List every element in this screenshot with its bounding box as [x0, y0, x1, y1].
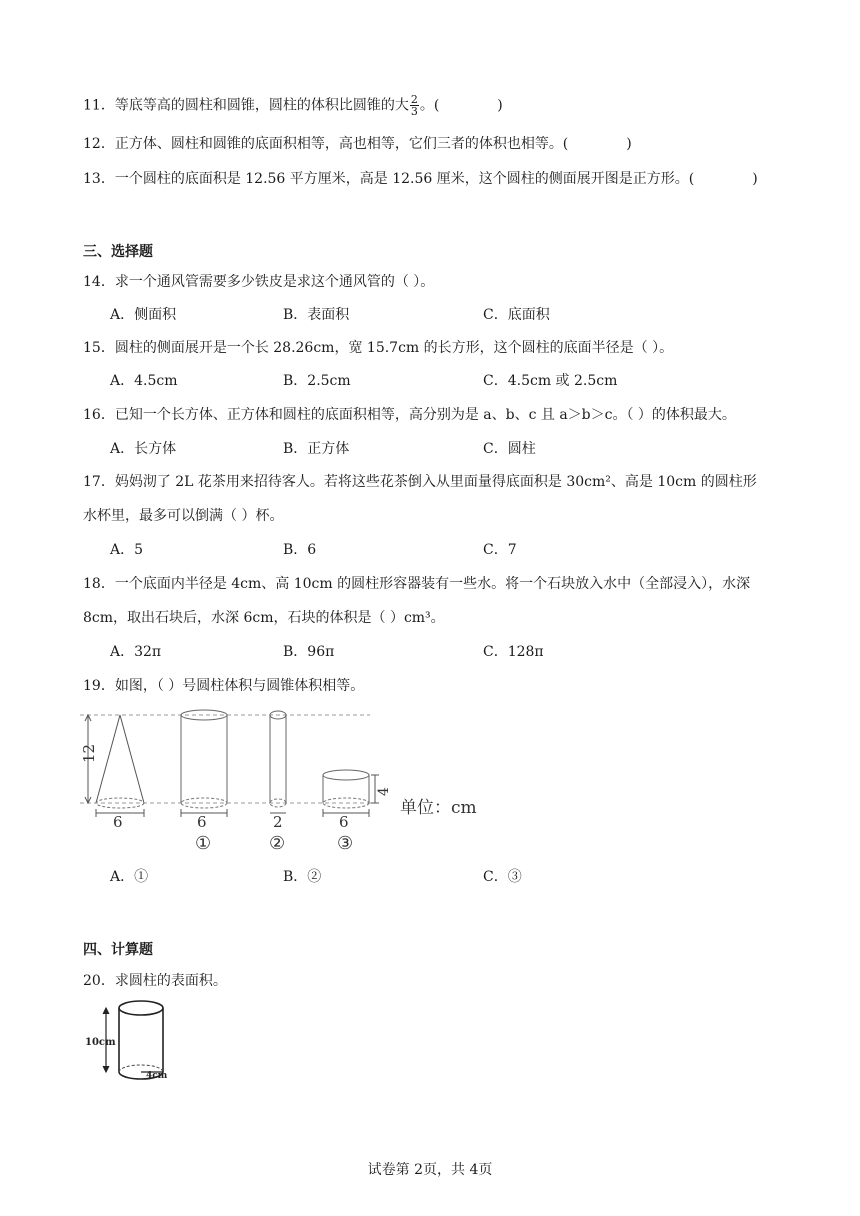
question-13: 13．一个圆柱的底面积是 12.56 平方厘米，高是 12.56 厘米，这个圆柱的侧面展开图是正方形。( )	[83, 171, 758, 187]
q19-option-a[interactable]: A．①	[110, 869, 149, 885]
cylinder-1-number: ①	[195, 833, 212, 854]
radius-label-4cm: 4cm	[146, 1071, 168, 1080]
cone-shape	[96, 715, 144, 817]
q18-option-a[interactable]: A．32π	[110, 644, 162, 660]
section-heading-choice: 三、选择题	[83, 244, 153, 260]
q14-option-b[interactable]: B．表面积	[283, 307, 350, 323]
question-19: 19．如图，（ ）号圆柱体积与圆锥体积相等。	[83, 678, 365, 694]
q14-option-a[interactable]: A．侧面积	[110, 307, 177, 323]
question-17-line2: 水杯里，最多可以倒满（ ）杯。	[83, 508, 284, 524]
q15-option-b[interactable]: B．2.5cm	[283, 373, 351, 389]
cylinder-3-shape	[323, 770, 379, 817]
q18-option-c[interactable]: C．128π	[483, 644, 544, 660]
question-15: 15．圆柱的侧面展开是一个长 28.26cm，宽 15.7cm 的长方形，这个圆柱的底面半径是（ ）。	[83, 340, 674, 356]
unit-label: 单位：cm	[400, 798, 477, 818]
page-footer: 试卷第 2页，共 4页	[367, 1162, 493, 1178]
q15-option-a[interactable]: A．4.5cm	[110, 373, 178, 389]
q11-text: 11．等底等高的圆柱和圆锥，圆柱的体积比圆锥的大	[83, 97, 409, 114]
height-label-10cm: 10cm	[85, 1037, 116, 1048]
q17-option-c[interactable]: C．7	[483, 542, 517, 558]
fraction-two-thirds: $\frac{2}{3}$	[410, 93, 418, 118]
question-14: 14．求一个通风管需要多少铁皮是求这个通风管的（ ）。	[83, 274, 435, 290]
cylinder-1-shape	[181, 710, 227, 817]
height-label-12: 12	[80, 743, 98, 763]
q19-option-b[interactable]: B．②	[283, 869, 322, 885]
q16-option-b[interactable]: B．正方体	[283, 441, 350, 457]
question-20: 20．求圆柱的表面积。	[83, 973, 227, 989]
q17-option-a[interactable]: A．5	[110, 542, 144, 558]
question-18-line1: 18．一个底面内半径是 4cm、高 10cm 的圆柱形容器装有一些水。将一个石块放入水中（全部浸入），水深	[83, 576, 751, 592]
q14-option-c[interactable]: C．底面积	[483, 307, 550, 323]
cylinder-3-base-label: 6	[339, 813, 349, 831]
section-heading-calculation: 四、计算题	[83, 942, 153, 958]
cylinder-2-number: ②	[269, 833, 286, 854]
question-17-line1: 17．妈妈沏了 2L 花茶用来招待客人。若将这些花茶倒入从里面量得底面积是 30cm²、高是 10cm 的圆柱形	[83, 474, 757, 490]
cylinder-2-shape	[270, 711, 286, 813]
question-11: 11．等底等高的圆柱和圆锥，圆柱的体积比圆锥的大 $\frac{2}{3}$ 。( )	[83, 93, 503, 118]
cylinder-2-base-label: 2	[273, 813, 283, 831]
q16-option-c[interactable]: C．圆柱	[483, 441, 536, 457]
q18-option-b[interactable]: B．96π	[283, 644, 335, 660]
question-12: 12．正方体、圆柱和圆锥的底面积相等，高也相等，它们三者的体积也相等。( )	[83, 136, 632, 152]
question-18-line2: 8cm，取出石块后，水深 6cm，石块的体积是（ ）cm³。	[83, 610, 445, 626]
cylinder-1-base-label: 6	[197, 813, 207, 831]
q17-option-b[interactable]: B．6	[283, 542, 317, 558]
cone-cylinders-figure	[80, 703, 500, 855]
cone-base-label: 6	[113, 813, 123, 831]
question-16: 16．已知一个长方体、正方体和圆柱的底面积相等，高分别为是 a、b、c 且 a＞b＞c。（ ）的体积最大。	[83, 407, 736, 423]
q15-option-c[interactable]: C．4.5cm 或 2.5cm	[483, 373, 618, 389]
cylinder-3-number: ③	[337, 833, 354, 854]
cylinder-3-height-label: 4	[376, 787, 392, 796]
q16-option-a[interactable]: A．长方体	[110, 441, 177, 457]
cylinder-surface-figure	[84, 998, 194, 1080]
q19-option-c[interactable]: C．③	[483, 869, 522, 885]
